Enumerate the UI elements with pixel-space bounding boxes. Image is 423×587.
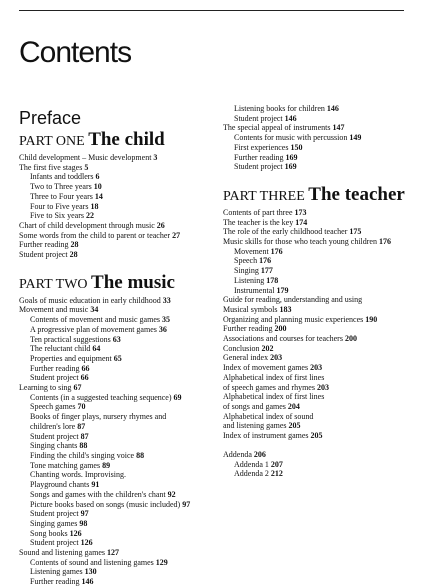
toc-entry-page: 27 [172, 230, 181, 240]
toc-entry-title: Conclusion [223, 343, 260, 353]
toc-entry-page: 150 [290, 142, 303, 152]
toc-entry-title: Two to Three years [30, 182, 92, 192]
toc-entry-title: Alphabetical index of first lines [223, 372, 325, 382]
toc-entry [19, 315, 219, 325]
toc-entry-title: Student project [234, 113, 283, 123]
toc-entry-title: Speech games [30, 402, 76, 412]
toc-entry [19, 470, 219, 480]
toc-entry-title: Goals of music education in early childhood [19, 295, 161, 305]
toc-entry-page: 147 [332, 123, 345, 133]
page-title: Contents [19, 36, 132, 70]
toc-entry [223, 460, 419, 470]
toc-entry-title: Some words from the child to parent or teacher [19, 230, 171, 240]
toc-entry-title: Alphabetical index of sound [223, 411, 314, 421]
toc-entry-page: 205 [310, 431, 323, 441]
toc-entry-page: 129 [155, 557, 168, 567]
toc-entry-title: Alphabetical index of first lines [223, 392, 325, 402]
toc-entry-page: 169 [284, 162, 297, 172]
toc-entry-page: 70 [77, 402, 86, 412]
toc-entry-title: Student project [234, 162, 283, 172]
toc-entry [19, 548, 219, 558]
toc-entry [19, 354, 219, 364]
toc-entry-title: Singing [234, 266, 259, 276]
part-three-name: The teacher [308, 183, 405, 205]
toc-entry [223, 450, 419, 460]
toc-entry-page: 92 [167, 489, 176, 499]
toc-entry-title: The special appeal of instruments [223, 123, 331, 133]
part-three-prefix: PART THREE [223, 188, 305, 204]
toc-entry [19, 240, 219, 250]
toc-entry [223, 114, 419, 124]
toc-entry [223, 344, 419, 354]
toc-entry [19, 172, 219, 182]
toc-entry-title: Listening [234, 275, 265, 285]
part-three-heading [223, 184, 419, 208]
toc-entry-page: 6 [95, 172, 100, 182]
toc-entry [223, 431, 419, 441]
toc-entry [223, 383, 419, 393]
toc-entry-title: Finding the child's singing voice [30, 450, 135, 460]
toc-entry-title: General index [223, 353, 269, 363]
toc-entry-page: 183 [279, 304, 292, 314]
toc-entry [19, 221, 219, 231]
toc-entry-page: 98 [79, 518, 88, 528]
toc-entry-page: 28 [70, 240, 79, 250]
toc-entry [19, 412, 219, 422]
toc-entry-page: 33 [162, 295, 171, 305]
toc-entry [19, 451, 219, 461]
toc-entry [223, 104, 419, 114]
toc-entry-page: 97 [80, 509, 89, 519]
toc-entry-page: 87 [77, 421, 86, 431]
toc-entry-page: 146 [326, 104, 339, 113]
toc-entry-page: 200 [344, 334, 357, 344]
toc-entry-title: of songs and games [223, 401, 286, 411]
toc-entry [19, 393, 219, 403]
toc-entry-page: 126 [80, 538, 93, 548]
right-column [223, 104, 419, 479]
toc-entry-page: 14 [94, 191, 103, 201]
toc-entry [19, 509, 219, 519]
toc-entry-title: Music skills for those who teach young children [223, 237, 377, 247]
toc-entry [223, 402, 419, 412]
toc-entry-page: 64 [92, 344, 101, 354]
toc-entry [223, 392, 419, 402]
toc-entry-title: Index of instrument games [223, 431, 309, 441]
toc-entry-page: 146 [81, 577, 94, 587]
toc-entry [223, 237, 419, 247]
toc-entry [223, 153, 419, 163]
toc-entry [19, 480, 219, 490]
toc-entry-title: Chanting words. Improvising. [30, 470, 126, 480]
toc-entry [19, 202, 219, 212]
toc-entry-title: Listening books for children [234, 104, 325, 113]
toc-entry [19, 305, 219, 315]
toc-entry-page: 91 [91, 480, 100, 490]
toc-entry-title: Playground chants [30, 480, 90, 490]
toc-entry-title: Student project [30, 509, 79, 519]
toc-entry-page: 69 [173, 392, 182, 402]
toc-entry-title: Musical symbols [223, 304, 278, 314]
toc-entry [223, 334, 419, 344]
toc-entry-page: 205 [288, 421, 301, 431]
part-two-prefix: PART TWO [19, 276, 88, 292]
toc-entry [223, 133, 419, 143]
toc-entry [19, 538, 219, 548]
toc-entry-title: children's lore [30, 421, 76, 431]
part-three-entries [223, 208, 419, 441]
toc-entry-page: 89 [102, 460, 111, 470]
toc-entry-title: Instrumental [234, 285, 275, 295]
toc-entry-title: Index of movement games [223, 363, 309, 373]
toc-entry-page: 146 [284, 113, 297, 123]
toc-entry [19, 163, 219, 173]
toc-entry-page: 5 [84, 162, 89, 172]
toc-entry [223, 266, 419, 276]
toc-entry [19, 441, 219, 451]
toc-entry-title: Contents of part three [223, 207, 293, 217]
toc-entry-page: 35 [161, 315, 170, 325]
toc-entry [223, 286, 419, 296]
toc-entry [223, 123, 419, 133]
toc-entry [19, 364, 219, 374]
toc-entry [223, 227, 419, 237]
toc-entry-page: 66 [81, 363, 90, 373]
toc-entry-page: 149 [349, 133, 362, 143]
top-rule [19, 10, 404, 11]
toc-entry-page: 97 [182, 499, 191, 509]
toc-entry [19, 335, 219, 345]
toc-entry-title: Student project [30, 431, 79, 441]
toc-entry-page: 204 [287, 401, 300, 411]
toc-entry [19, 296, 219, 306]
toc-entry [19, 373, 219, 383]
toc-entry-page: 126 [69, 528, 82, 538]
toc-entry-page: 10 [93, 182, 102, 192]
toc-entry-title: Tone matching games [30, 460, 101, 470]
toc-entry-title: Addenda [223, 449, 252, 459]
toc-entry-title: Picture books based on songs (music included) [30, 499, 181, 509]
toc-entry-title: Singing games [30, 518, 78, 528]
toc-entry-page: 176 [378, 237, 391, 247]
toc-entry-page: 130 [84, 567, 97, 577]
toc-entry-title: Four to Five years [30, 201, 89, 211]
toc-entry [223, 162, 419, 172]
toc-entry-page: 207 [270, 459, 283, 469]
toc-entry-title: Contents of movement and music games [30, 315, 160, 325]
toc-entry-title: Contents (in a suggested teaching sequence) [30, 392, 172, 402]
toc-entry-page: 169 [285, 152, 298, 162]
toc-entry [223, 305, 419, 315]
toc-entry-title: Listening games [30, 567, 83, 577]
toc-entry-title: Movement and music [19, 305, 89, 315]
toc-entry-title: First experiences [234, 142, 289, 152]
toc-entry-page: 66 [80, 373, 89, 383]
toc-entry [19, 325, 219, 335]
toc-entry [223, 276, 419, 286]
toc-entry [19, 432, 219, 442]
left-column [19, 108, 219, 587]
toc-entry-page: 127 [107, 548, 119, 558]
toc-entry-title: Further reading [223, 324, 273, 334]
toc-entry [19, 490, 219, 500]
toc-entry-title: Singing chants [30, 441, 78, 451]
preface-heading: Preface [19, 108, 82, 128]
toc-entry [223, 363, 419, 373]
toc-entry-title: Learning to sing [19, 383, 72, 393]
toc-entry-title: Three to Four years [30, 191, 93, 201]
toc-entry-title: Further reading [234, 152, 284, 162]
toc-entry-page: 200 [274, 324, 287, 334]
toc-entry-title: The reluctant child [30, 344, 91, 354]
toc-entry-title: Song books [30, 528, 68, 538]
toc-entry-title: A progressive plan of movement games [30, 324, 157, 334]
toc-entry-title: Further reading [19, 240, 69, 250]
toc-entry-page: 88 [79, 441, 88, 451]
toc-entry [19, 577, 219, 587]
toc-entry-title: of speech games and rhymes [223, 382, 315, 392]
toc-entry-title: and listening games [223, 421, 287, 431]
toc-entry [223, 412, 419, 422]
toc-entry [223, 295, 419, 305]
toc-entry-title: Ten practical suggestions [30, 334, 111, 344]
toc-entry-page: 36 [158, 324, 167, 334]
toc-entry-page: 63 [112, 334, 121, 344]
toc-entry [19, 250, 219, 260]
toc-entry-page: 206 [253, 449, 266, 459]
toc-entry-page: 178 [266, 275, 279, 285]
toc-entry [19, 461, 219, 471]
toc-entry-page: 190 [365, 314, 378, 324]
toc-entry-title: Books of finger plays, nursery rhymes and [30, 412, 167, 422]
toc-entry-title: Student project [30, 538, 79, 548]
toc-entry-title: Movement [234, 246, 269, 256]
toc-entry-title: Sound and listening games [19, 548, 105, 558]
toc-entry-page: 175 [349, 227, 362, 237]
toc-entry-page: 22 [86, 211, 94, 221]
toc-entry-title: Speech [234, 256, 258, 266]
toc-entry [19, 558, 219, 568]
toc-entry-page: 203 [310, 363, 323, 373]
toc-entry [223, 353, 419, 363]
toc-entry-page: 176 [259, 256, 272, 266]
toc-entry-title: Student project [30, 373, 79, 383]
toc-entry [223, 143, 419, 153]
toc-entry-page: 173 [294, 207, 307, 217]
toc-entry-page: 28 [69, 250, 78, 260]
toc-entry-title: Associations and courses for teachers [223, 334, 343, 344]
toc-entry-title: Child development – Music development [19, 153, 152, 162]
toc-entry-title: Contents for music with percussion [234, 133, 348, 143]
toc-entry [19, 211, 219, 221]
toc-entry-title: Chart of child development through music [19, 220, 155, 230]
toc-entry [223, 218, 419, 228]
toc-entry [223, 421, 419, 431]
toc-entry [223, 256, 419, 266]
part-two-name: The music [91, 271, 175, 293]
toc-entry-title: Contents of sound and listening games [30, 557, 154, 567]
toc-entry-title: Student project [19, 250, 68, 260]
toc-entry-title: Five to Six years [30, 211, 84, 221]
toc-entry-page: 203 [316, 382, 329, 392]
part-one-prefix: PART ONE [19, 134, 85, 149]
toc-entry [19, 231, 219, 241]
toc-entry-title: The teacher is the key [223, 217, 294, 227]
toc-entry [19, 500, 219, 510]
toc-entry-page: 202 [261, 343, 274, 353]
toc-entry-page: 176 [270, 246, 283, 256]
part-two-continued-entries [223, 104, 419, 172]
toc-entry-title: Further reading [30, 363, 80, 373]
toc-entry [19, 192, 219, 202]
toc-entry-title: Organizing and planning music experiences [223, 314, 364, 324]
toc-entry-page: 87 [80, 431, 89, 441]
toc-entry-page: 179 [276, 285, 289, 295]
toc-entry [19, 383, 219, 393]
part-one-entries [19, 153, 219, 260]
toc-entry [19, 567, 219, 577]
toc-entry-page: 88 [136, 450, 145, 460]
toc-entry [19, 529, 219, 539]
toc-entry-title: Properties and equipment [30, 353, 112, 363]
toc-entry [19, 402, 219, 412]
toc-entry [223, 315, 419, 325]
toc-entry-title: Songs and games with the children's chant [30, 489, 166, 499]
toc-entry [19, 182, 219, 192]
part-two-heading [19, 272, 219, 296]
toc-entry-page: 26 [156, 220, 165, 230]
part-one-heading [19, 129, 219, 153]
toc-entry-page: 34 [90, 305, 99, 315]
toc-entry-page: 67 [73, 383, 82, 393]
part-two-entries [19, 296, 219, 587]
toc-entry-title: Infants and toddlers [30, 172, 94, 182]
toc-entry [19, 422, 219, 432]
toc-entry [223, 208, 419, 218]
toc-entry-page: 18 [90, 201, 99, 211]
toc-entry [19, 153, 219, 163]
toc-entry [19, 519, 219, 529]
toc-entry-title: The role of the early childhood teacher [223, 227, 348, 237]
toc-entry-title: Addenda 1 [234, 459, 269, 469]
toc-entry-page: 212 [270, 469, 283, 479]
toc-entry-title: Addenda 2 [234, 469, 269, 479]
toc-entry-title: The first five stages [19, 162, 83, 172]
toc-entry-page: 174 [295, 217, 308, 227]
toc-entry-page: 203 [270, 353, 283, 363]
toc-entry [223, 324, 419, 334]
toc-entry-title: Guide for reading, understanding and using [223, 295, 363, 305]
addenda-entries [223, 450, 419, 479]
toc-entry [223, 247, 419, 257]
toc-entry-title: Further reading [30, 577, 80, 587]
toc-entry [223, 373, 419, 383]
toc-entry [223, 469, 419, 479]
toc-entry-page: 3 [153, 153, 158, 162]
toc-entry-page: 65 [113, 353, 122, 363]
part-one-name: The child [88, 129, 165, 150]
toc-entry-page: 177 [260, 266, 273, 276]
toc-entry [19, 344, 219, 354]
